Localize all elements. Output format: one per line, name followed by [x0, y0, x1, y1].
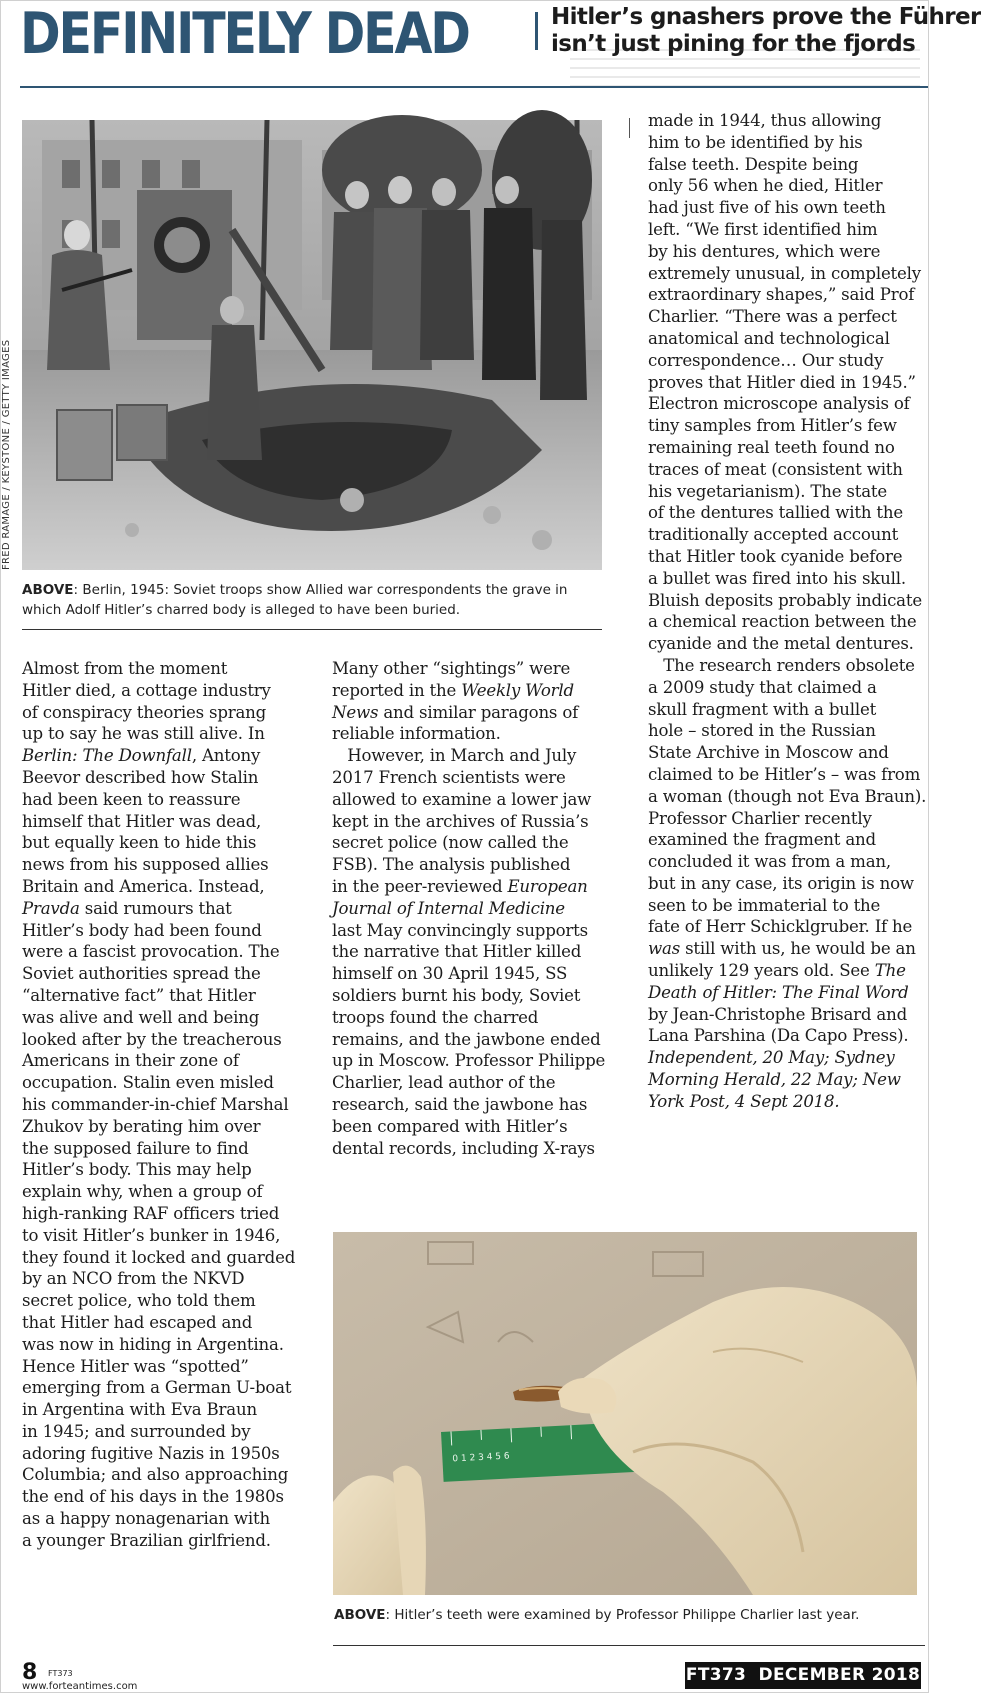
text-line: made in 1944, thus allowing [648, 111, 882, 130]
text-line: false teeth. Despite being [648, 154, 859, 174]
text-line: had been keen to reassure [22, 789, 241, 809]
text-line: Lana Parshina (Da Capo Press). [648, 1026, 909, 1046]
text-line: research, said the jawbone has [332, 1094, 588, 1114]
text-line: but equally keen to hide this [22, 833, 257, 853]
text-line: fate of Herr Schicklgruber. If he [648, 917, 913, 937]
headline: DEFINITELY DEAD [20, 1, 469, 67]
text-line: 2017 French scientists were [332, 767, 566, 787]
text-line: explain why, when a group of [22, 1182, 263, 1202]
text-line: himself that Hitler was dead, [22, 811, 262, 831]
text-line: last May convincingly supports [332, 920, 588, 940]
text-line: high-ranking RAF officers tried [22, 1203, 280, 1223]
text-line: Almost from the moment [22, 659, 228, 678]
photo-teeth-examination [333, 1232, 917, 1595]
header-rule [20, 86, 928, 88]
text-line: to visit Hitler’s bunker in 1946, [22, 1225, 281, 1245]
text-line: by an NCO from the NKVD [22, 1269, 245, 1289]
text-line: been compared with Hitler’s [332, 1116, 568, 1136]
text-line: up in Moscow. Professor Philippe [332, 1051, 606, 1071]
text-line: kept in the archives of Russia’s [332, 811, 589, 831]
text-line: the supposed failure to find [22, 1138, 249, 1158]
text-line: proves that Hitler died in 1945.” [648, 372, 916, 392]
caption-rule [22, 629, 602, 630]
text-line: Journal of Internal Medicine [332, 898, 565, 918]
caption-label: ABOVE [22, 582, 74, 598]
text-line: Hence Hitler was “spotted” [22, 1356, 249, 1376]
text-line: of the dentures tallied with the [648, 503, 904, 523]
text-line: FSB). The analysis published [332, 855, 571, 875]
text-line: they found it locked and guarded [22, 1247, 296, 1267]
text-line: a chemical reaction between the [648, 612, 917, 632]
text-line: reliable information. [332, 724, 501, 744]
text-line: Electron microscope analysis of [648, 394, 910, 414]
text-line: a bullet was fired into his skull. [648, 568, 906, 588]
text-line: the narrative that Hitler killed [332, 942, 582, 962]
text-line: a younger Brazilian girlfriend. [22, 1530, 271, 1550]
text-line: himself on 30 April 1945, SS [332, 964, 568, 984]
text-line: that Hitler took cyanide before [648, 546, 903, 566]
text-line: emerging from a German U-boat [22, 1378, 292, 1398]
text-line: only 56 when he died, Hitler [648, 176, 883, 196]
text-line: York Post, 4 Sept 2018. [648, 1091, 840, 1111]
text-line: was now in hiding in Argentina. [22, 1334, 284, 1354]
text-line: dental records, including X-rays [332, 1138, 595, 1158]
text-line: but in any case, its origin is now [648, 873, 914, 893]
text-line: extremely unusual, in completely [648, 263, 921, 283]
page-number: 8 [22, 1660, 38, 1685]
text-line: Morning Herald, 22 May; New [648, 1070, 901, 1090]
text-line: that Hitler had escaped and [22, 1312, 253, 1332]
photo-caption-berlin [22, 580, 602, 620]
caption-label: ABOVE [334, 1607, 386, 1623]
website-link[interactable]: www.forteantimes.com [22, 1681, 138, 1692]
text-line: “alternative fact” that Hitler [22, 985, 256, 1005]
text-line: claimed to be Hitler’s – was from [648, 764, 921, 784]
subhead-line: Hitler’s gnashers prove the Führer [551, 4, 981, 30]
text-line: troops found the charred [332, 1007, 539, 1027]
text-line: his commander-in-chief Marshal [22, 1094, 289, 1114]
text-line: a woman (though not Eva Braun). [648, 786, 927, 806]
text-line: as a happy nonagenarian with [22, 1509, 270, 1529]
text-line: News and similar paragons of [332, 702, 579, 722]
text-line: his vegetarianism). The state [648, 481, 887, 501]
text-line: news from his supposed allies [22, 855, 269, 875]
show-through-text [570, 42, 920, 102]
text-line: Pravda said rumours that [22, 898, 232, 918]
text-line: in Argentina with Eva Braun [22, 1400, 257, 1420]
issue-code: FT373 [48, 1669, 73, 1678]
text-line: remains, and the jawbone ended [332, 1029, 601, 1049]
text-line: Professor Charlier recently [648, 808, 872, 828]
ruler-scale: 0 1 2 3 4 5 6 [452, 1451, 510, 1465]
text-line: secret police, who told them [22, 1291, 256, 1311]
text-line: occupation. Stalin even misled [22, 1073, 274, 1093]
issue-date-box: FT373 DECEMBER 2018 [685, 1662, 921, 1689]
text-line: Americans in their zone of [22, 1051, 239, 1071]
photo-berlin-grave [22, 120, 602, 570]
text-line: traces of meat (consistent with [648, 459, 903, 479]
caption-text: : Hitler’s teeth were examined by Professor Philippe Charlier last year. [385, 1607, 860, 1623]
text-line: Britain and America. Instead, [22, 876, 265, 896]
text-line: Hitler died, a cottage industry [22, 680, 271, 700]
text-line: looked after by the treacherous [22, 1029, 282, 1049]
photo-credit [1, 340, 15, 570]
text-line: Hitler’s body. This may help [22, 1160, 252, 1180]
column-divider [629, 118, 630, 138]
caption-rule [333, 1645, 925, 1646]
headline-separator [535, 12, 538, 50]
text-line: Zhukov by berating him over [22, 1116, 261, 1136]
text-line: correspondence… Our study [648, 350, 884, 370]
text-line: Hitler’s body had been found [22, 920, 262, 940]
subhead-line: isn’t just pining for the fjords [551, 31, 916, 57]
text-line: was alive and well and being [22, 1007, 260, 1027]
text-line: Soviet authorities spread the [22, 964, 261, 984]
text-line: a 2009 study that claimed a [648, 677, 877, 697]
text-line: Many other “sightings” were [332, 659, 571, 678]
text-line: traditionally accepted account [648, 525, 899, 545]
text-line: anatomical and technological [648, 328, 890, 348]
text-line: skull fragment with a bullet [648, 699, 877, 719]
text-line: Berlin: The Downfall, Antony [22, 746, 261, 766]
text-line: of conspiracy theories sprang [22, 702, 267, 722]
text-line: Beevor described how Stalin [22, 767, 259, 787]
caption-text: : Berlin, 1945: Soviet troops show Allied war correspondents the grave in which Adolf Hitler’s charred body is alleged to have been buried. [22, 582, 568, 618]
text-line: in 1945; and surrounded by [22, 1421, 251, 1441]
berlin-grave-illustration [22, 120, 602, 570]
article-column-1 [22, 658, 312, 1552]
text-line: unlikely 129 years old. See The [648, 961, 906, 981]
text-line: State Archive in Moscow and [648, 743, 889, 763]
article-column-3 [648, 110, 928, 1113]
text-line: Independent, 20 May; Sydney [648, 1048, 895, 1068]
text-line: in the peer-reviewed European [332, 876, 588, 896]
text-line: examined the fragment and [648, 830, 876, 850]
text-line: secret police (now called the [332, 833, 569, 853]
text-line: The research renders obsolete [648, 655, 915, 675]
text-line: soldiers burnt his body, Soviet [332, 985, 581, 1005]
text-line: seen to be immaterial to the [648, 895, 881, 915]
text-line: was still with us, he would be an [648, 939, 916, 959]
text-line: Death of Hitler: The Final Word [648, 982, 909, 1002]
teeth-examination-illustration [333, 1232, 917, 1595]
text-line: concluded it was from a man, [648, 852, 891, 872]
text-line: remaining real teeth found no [648, 437, 895, 457]
text-line: him to be identified by his [648, 132, 863, 152]
text-line: adoring fugitive Nazis in 1950s [22, 1443, 280, 1463]
text-line: tiny samples from Hitler’s few [648, 416, 897, 436]
text-line: the end of his days in the 1980s [22, 1487, 284, 1507]
text-line: up to say he was still alive. In [22, 724, 265, 744]
text-line: were a fascist provocation. The [22, 942, 280, 962]
text-line: had just five of his own teeth [648, 198, 886, 218]
text-line: by Jean-Christophe Brisard and [648, 1004, 908, 1024]
text-line: by his dentures, which were [648, 241, 881, 261]
text-line: left. “We first identified him [648, 219, 878, 239]
article-column-2 [332, 658, 622, 1159]
photo-caption-teeth [334, 1605, 918, 1625]
text-line: hole – stored in the Russian [648, 721, 876, 741]
photo-credit-text: FRED RAMAGE / KEYSTONE / GETTY IMAGES [1, 339, 12, 570]
text-line: Bluish deposits probably indicate [648, 590, 922, 610]
text-line: allowed to examine a lower jaw [332, 789, 592, 809]
text-line: Charlier, lead author of the [332, 1073, 556, 1093]
text-line: reported in the Weekly World [332, 680, 574, 700]
text-line: Charlier. “There was a perfect [648, 307, 897, 327]
text-line: However, in March and July [332, 746, 577, 766]
text-line: Columbia; and also approaching [22, 1465, 289, 1485]
text-line: extraordinary shapes,” said Prof [648, 285, 915, 305]
text-line: cyanide and the metal dentures. [648, 634, 914, 654]
